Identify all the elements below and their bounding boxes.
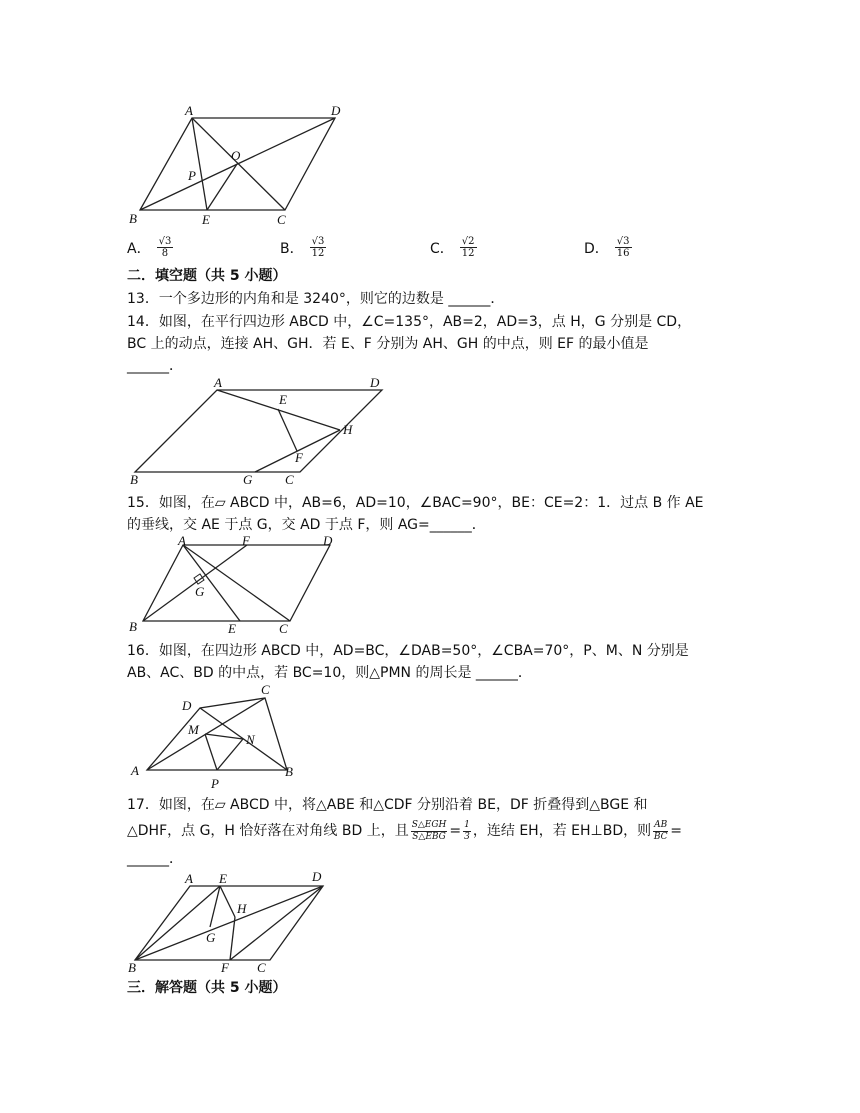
section3-title: 三．解答题（共 5 小题） — [127, 980, 287, 996]
q17-label-h: H — [237, 901, 247, 916]
q12-label-b: B — [129, 211, 137, 226]
q15-line2: 的垂线，交 AE 于点 G，交 AD 于点 F，则 AG=______． — [127, 517, 486, 533]
q16-label-d: D — [182, 698, 192, 713]
q15-label-b: B — [129, 619, 137, 634]
q12-label-c: C — [277, 212, 286, 227]
q16-label-b: B — [285, 764, 293, 779]
q12-option-a[interactable]: A． $\frac{√3}{8}$ — [127, 236, 172, 259]
q15-label-d: D — [323, 533, 333, 548]
q14-label-e: E — [279, 392, 287, 407]
q16-figure — [125, 680, 310, 792]
q12-figure — [125, 100, 355, 230]
q17-label-d: D — [312, 869, 322, 884]
q17-label-c: C — [257, 960, 266, 975]
q17-segment-hf — [230, 917, 235, 960]
q14-line3: ______． — [127, 358, 183, 374]
q12-option-d[interactable]: D． $\frac{√3}{16}$ — [584, 236, 630, 259]
q16-label-m: M — [188, 722, 199, 737]
q17-answer-ratio: $\frac{AB}{BC}$ — [653, 819, 668, 842]
q12-diagonal-bd — [140, 118, 335, 210]
q17-segment-eh — [220, 886, 235, 917]
q15-line1: 15．如图，在▱ ABCD 中，AB=6，AD=10，∠BAC=90°，BE：CE=2：1．过点 B 作 AE — [127, 495, 704, 511]
q12-option-c[interactable]: C． $\frac{√2}{12}$ — [430, 236, 475, 259]
q14-label-c: C — [285, 472, 294, 487]
q15-label-e: E — [228, 621, 236, 636]
q14-figure — [125, 372, 390, 490]
q14-label-b: B — [130, 472, 138, 487]
q14-line1: 14．如图，在平行四边形 ABCD 中，∠C=135°，AB=2，AD=3，点 H，G 分别是 CD， — [127, 314, 692, 330]
q14-label-a: A — [214, 375, 222, 390]
q17-line3: ______． — [127, 851, 183, 867]
q17-segment-df — [230, 886, 323, 960]
q16-line1: 16．如图，在四边形 ABCD 中，AD=BC，∠DAB=50°，∠CBA=70°，P、M、N 分别是 — [127, 643, 689, 659]
q15-label-a: A — [178, 533, 186, 548]
q17-label-a: A — [185, 871, 193, 886]
q17-segment-be — [135, 886, 220, 960]
q12-label-a: A — [185, 103, 193, 118]
q15-label-g: G — [195, 584, 205, 599]
q15-figure — [125, 533, 345, 638]
q17-segment-eg — [210, 886, 220, 927]
q14-label-f: F — [295, 450, 303, 465]
q12-diagonal-ac — [192, 118, 285, 210]
q16-label-p: P — [211, 776, 219, 791]
section2-title: 二．填空题（共 5 小题） — [127, 268, 287, 284]
q12-segment-ae — [192, 118, 207, 210]
q16-label-n: N — [246, 732, 255, 747]
q17-label-b: B — [128, 960, 136, 975]
q12-label-o: O — [231, 148, 241, 163]
q17-line2: △DHF，点 G，H 恰好落在对角线 BD 上，且 S△EGH S△EBG = $\frac{1}{3}$ ，连结 EH，若 EH⊥BD，则 $\frac{AB}{BC}$ = — [127, 819, 682, 842]
q13-text: 13．一个多边形的内角和是 3240°，则它的边数是 ______． — [127, 291, 505, 307]
q12-label-d: D — [331, 103, 341, 118]
q16-diagonal-bd — [200, 708, 287, 770]
q14-label-h: H — [343, 422, 353, 437]
q17-label-e: E — [219, 871, 227, 886]
q16-label-c: C — [261, 682, 270, 697]
q15-label-c: C — [279, 621, 288, 636]
q16-segment-np — [217, 739, 243, 770]
q17-line1: 17．如图，在▱ ABCD 中，将△ABE 和△CDF 分别沿着 BE，DF 折叠得到△BGE 和 — [127, 797, 648, 813]
q16-quadrilateral — [147, 698, 287, 770]
q16-segment-mp — [205, 734, 217, 770]
q17-label-f: F — [221, 960, 229, 975]
q17-figure — [125, 866, 335, 978]
q16-label-a: A — [131, 763, 139, 778]
q12-label-e: E — [202, 212, 210, 227]
q12-option-b[interactable]: B． $\frac{√3}{12}$ — [280, 236, 325, 259]
q14-line2: BC 上的动点，连接 AH、GH．若 E、F 分别为 AH、GH 的中点，则 EF 的最小值是 — [127, 336, 649, 352]
q15-label-f: F — [242, 533, 250, 548]
q14-label-g: G — [243, 472, 253, 487]
q16-line2: AB、AC、BD 的中点，若 BC=10，则△PMN 的周长是 ______． — [127, 665, 532, 681]
q12-label-p: P — [188, 168, 196, 183]
q14-label-d: D — [370, 375, 380, 390]
q17-label-g: G — [206, 930, 216, 945]
q17-ratio-value: $\frac{1}{3}$ — [464, 819, 470, 842]
q17-area-ratio: S△EGH S△EBG — [411, 819, 447, 842]
